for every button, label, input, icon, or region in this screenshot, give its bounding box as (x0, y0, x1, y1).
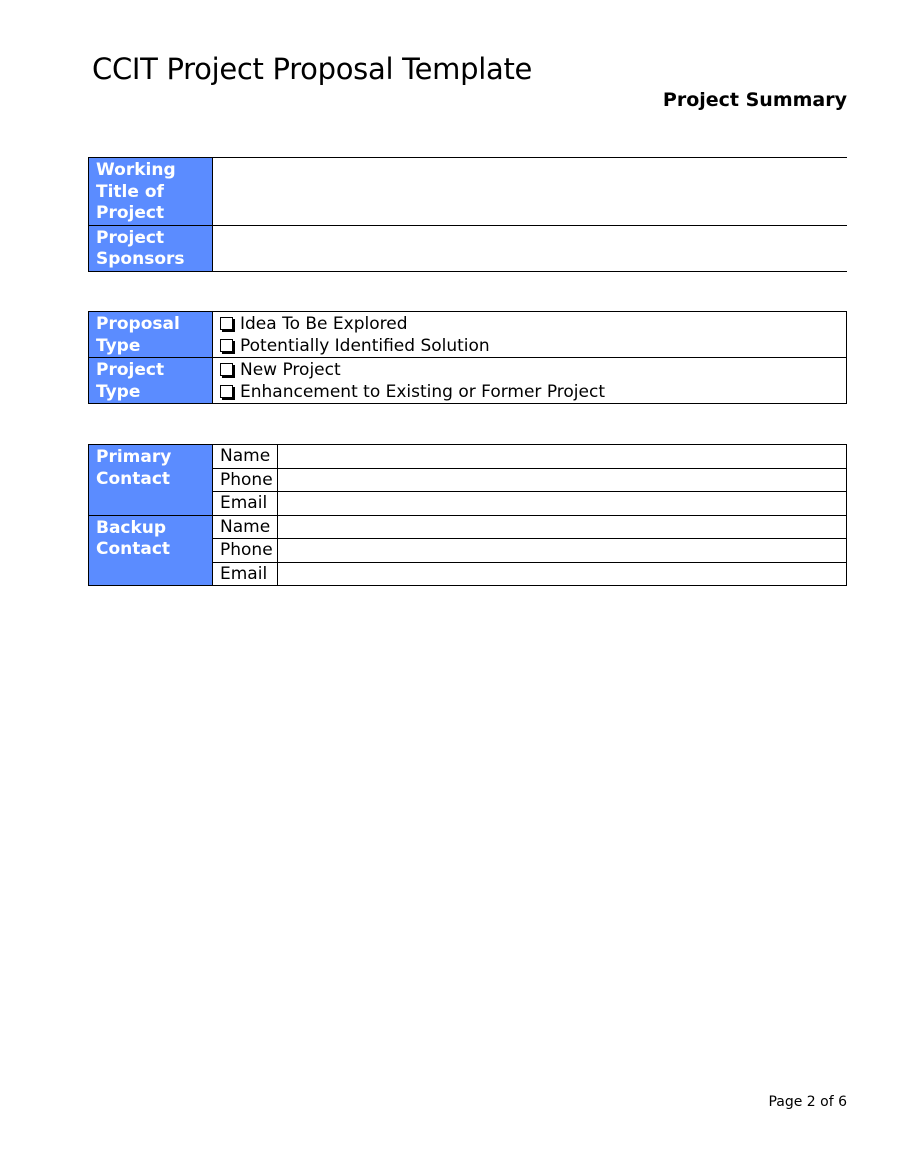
field-label-phone: Phone (213, 468, 278, 492)
working-title-row (89, 158, 848, 226)
sponsors-row (89, 225, 848, 271)
project-type-label: Project Type (89, 358, 213, 404)
field-label-email: Email (213, 562, 278, 586)
contacts-table (88, 444, 847, 586)
document-title: CCIT Project Proposal Template (92, 52, 533, 86)
checkbox-icon[interactable] (220, 385, 233, 398)
sponsors-field[interactable] (213, 225, 848, 271)
field-label-email: Email (213, 492, 278, 516)
working-title-field[interactable] (213, 158, 848, 226)
primary-phone-field[interactable] (278, 468, 847, 492)
backup-contact-label: Backup Contact (89, 515, 213, 586)
primary-email-field[interactable] (278, 492, 847, 516)
proposal-type-row (89, 312, 847, 358)
primary-name-row (89, 445, 847, 469)
field-label-phone: Phone (213, 539, 278, 563)
option-label: Idea To Be Explored (240, 314, 408, 334)
option-idea-to-be-explored[interactable] (220, 314, 840, 336)
primary-contact-label: Primary Contact (89, 445, 213, 516)
proposal-type-options (213, 312, 847, 358)
checkbox-icon[interactable] (220, 317, 233, 330)
project-info-table (88, 157, 847, 272)
option-label: Potentially Identified Solution (240, 335, 490, 356)
backup-name-row (89, 515, 847, 539)
option-potentially-identified-solution[interactable] (220, 336, 840, 358)
backup-email-field[interactable] (278, 562, 847, 586)
option-label: Enhancement to Existing or Former Project (240, 381, 605, 402)
backup-phone-field[interactable] (278, 539, 847, 563)
project-type-options (213, 358, 847, 404)
proposal-type-label: Proposal Type (89, 312, 213, 358)
sponsors-label: Project Sponsors (89, 225, 213, 271)
option-label: New Project (240, 360, 341, 380)
backup-name-field[interactable] (278, 515, 847, 539)
primary-name-field[interactable] (278, 445, 847, 469)
type-table (88, 311, 847, 404)
option-enhancement[interactable] (220, 382, 840, 404)
checkbox-icon[interactable] (220, 339, 233, 352)
project-type-row (89, 358, 847, 404)
working-title-label: Working Title of Project (89, 158, 213, 226)
field-label-name: Name (213, 445, 278, 469)
section-title: Project Summary (662, 89, 847, 111)
page-number: Page 2 of 6 (768, 1094, 847, 1110)
option-new-project[interactable] (220, 360, 840, 382)
field-label-name: Name (213, 515, 278, 539)
checkbox-icon[interactable] (220, 363, 233, 376)
